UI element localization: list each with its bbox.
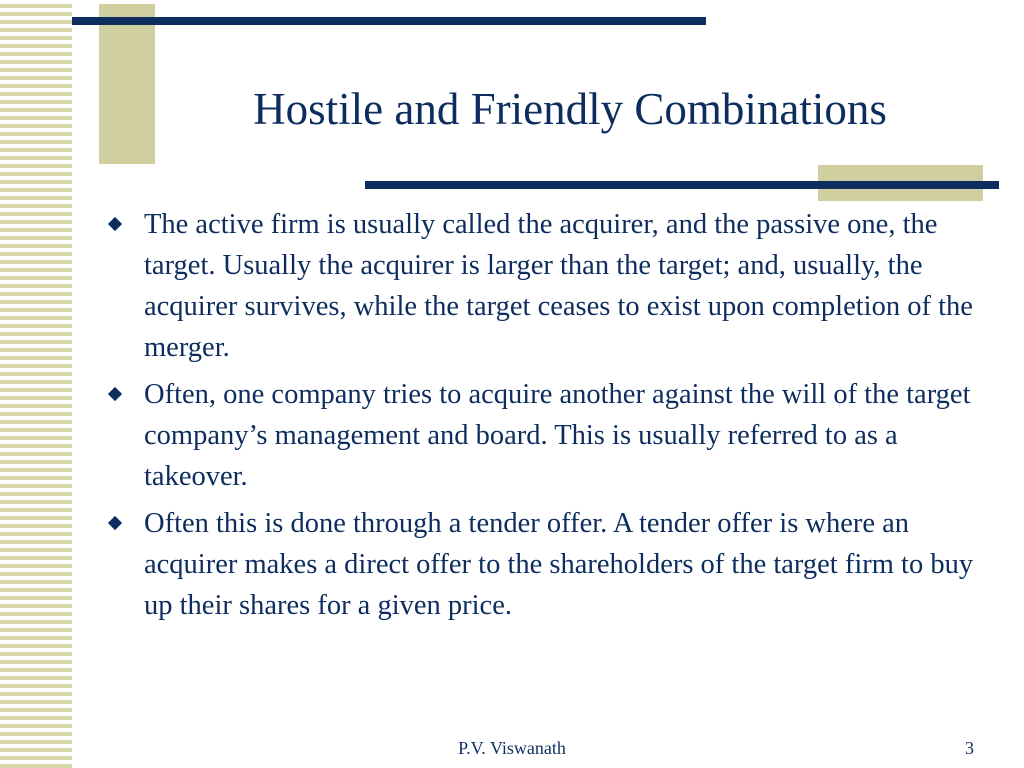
footer-author: P.V. Viswanath — [458, 738, 566, 758]
slide-title: Hostile and Friendly Combinations — [253, 84, 887, 134]
title-rule-bottom — [365, 181, 999, 189]
bullet-item — [110, 374, 990, 497]
bullet-text: The active firm is usually called the acquirer, and the passive one, the target. Usually the acquirer is larger than the target; and, usually, the acquirer survives, while the target ceases to exist upon completion of the merger. — [144, 209, 973, 363]
decorative-stripes — [0, 0, 72, 768]
accent-block-top — [99, 4, 155, 164]
title-rule-top — [72, 17, 706, 25]
bullet-text: Often, one company tries to acquire another against the will of the target company’s management and board. This is usually referred to as a takeover. — [144, 379, 971, 492]
diamond-bullet-icon — [108, 387, 122, 401]
bullet-item — [110, 204, 990, 368]
diamond-bullet-icon — [108, 217, 122, 231]
bullet-text: Often this is done through a tender offer. A tender offer is where an acquirer makes a direct offer to the shareholders of the target firm to buy up their shares for a given price. — [144, 508, 974, 621]
diamond-bullet-icon — [108, 516, 122, 530]
bullet-item — [110, 503, 990, 626]
page-number: 3 — [965, 738, 974, 758]
bullet-list — [110, 204, 990, 632]
